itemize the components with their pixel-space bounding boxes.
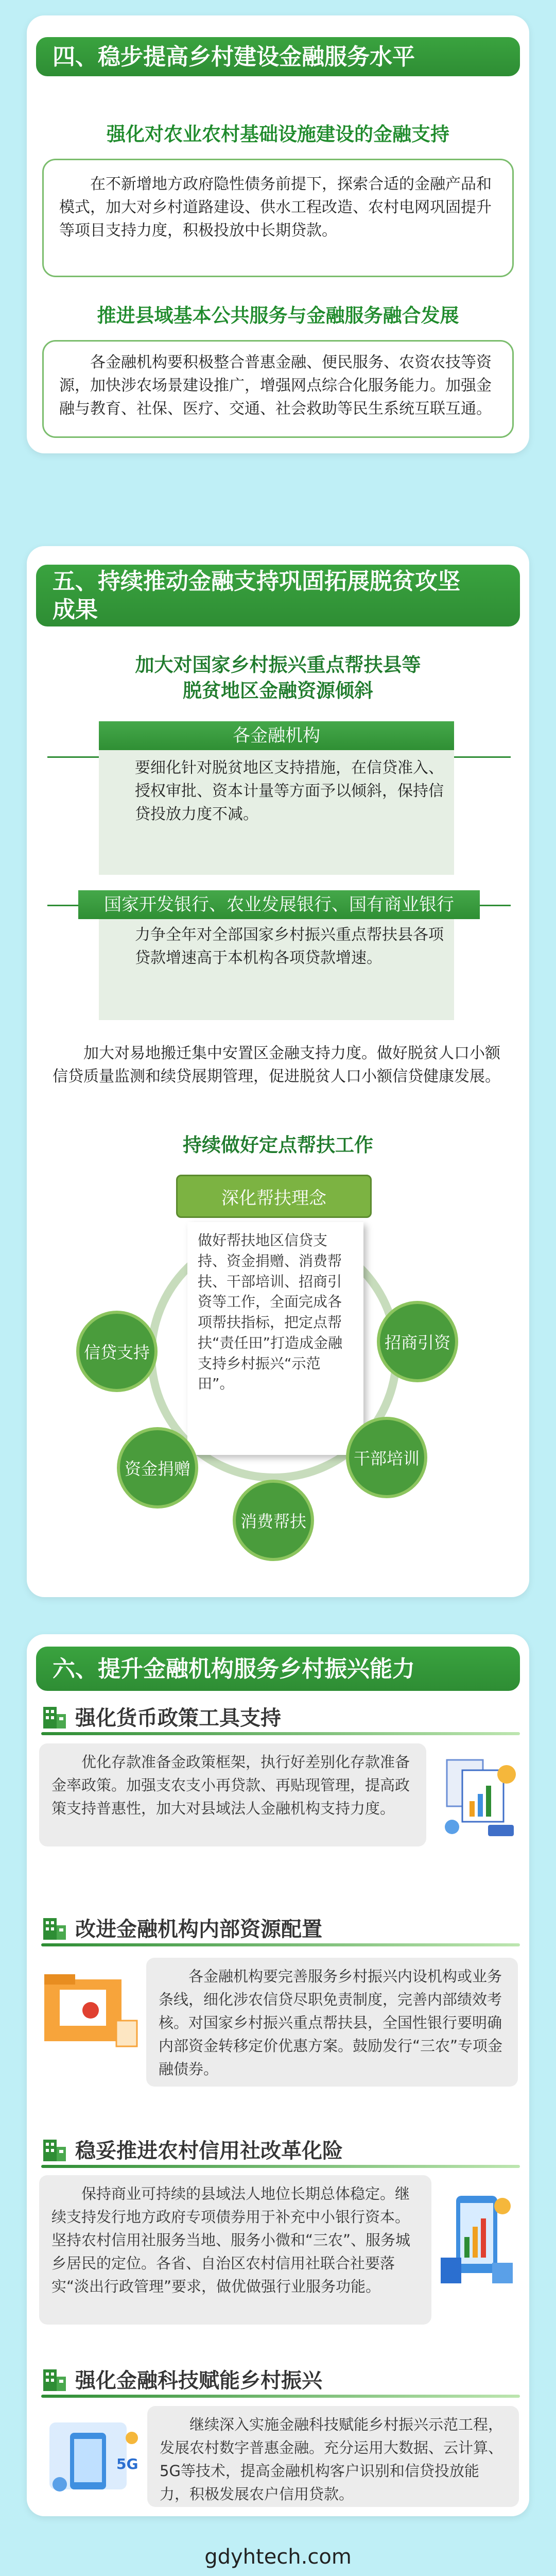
section6-heading-3-label: 稳妥推进农村信用社改革化险 [75,2139,343,2163]
section6-heading-2 [36,1906,520,1948]
section5-title-line2: 成果 [53,597,98,623]
block-2-left-line [47,905,78,906]
section6-heading-3 [36,2128,520,2170]
section6-heading-4-label: 强化金融科技赋能乡村振兴 [75,2368,322,2393]
section6-heading-3-underline [41,2165,520,2168]
cycle-center-text: 做好帮扶地区信贷支持、资金捐赠、消费帮扶、干部培训、招商引资等工作，全面完成各项帮扶指标，把定点帮扶“责任田”打造成金融支持乡村振兴“示范田”。 [198,1232,343,1393]
section6-text-4 [147,2406,519,2507]
section4-text-1 [42,159,514,277]
watermark: gdyhtech.com [204,2545,352,2569]
section5-title [36,565,520,626]
section4-subtitle-1: 强化对农业农村基础设施建设的金融支持 [107,123,449,145]
section4-text-2-content: 各金融机构要积极整合普惠金融、便民服务、农资农技等资源，加快涉农场景建设推广，增强网点综合化服务能力。加强金融与教育、社保、医疗、交通、社会救助等民生系统互联互通。 [59,353,492,418]
section6-heading-2-underline [41,1943,520,1946]
section6-text-4-content: 继续深入实施金融科技赋能乡村振兴示范工程，发展农村数字普惠金融。充分运用大数据、云计算、5G等技术，提高金融机构客户识别和信贷投放能力，积极发展农户信用贷款。 [160,2416,503,2503]
section6-text-3-content: 保持商业可持续的县域法人地位长期总体稳定。继续支持发行地方政府专项债券用于补充中小银行资本。坚持农村信用社服务当地、服务小微和“三农”、服务城乡居民的定位。各省、自治区农村信用社联合社要落实“淡出行政管理”要求，做优做强行业服务功能。 [51,2185,411,2295]
section6-heading-1-label: 强化货币政策工具支持 [75,1706,281,1730]
block-1-right-line [454,756,511,758]
cycle-item-consumption: 消费帮扶 [233,1480,314,1561]
section4-panel [27,15,529,453]
5g-illustration [39,2407,147,2505]
block-2-right-line [480,905,511,906]
5g-label: 5G [116,2455,138,2472]
section6-heading-1-underline [41,1732,520,1735]
section5-text-2: 力争全年对全部国家乡村振兴重点帮扶县各项贷款增速高于本机构各项贷款增速。 [135,926,444,967]
section6-panel [27,1634,529,2516]
folder-illustration [39,1969,142,2057]
cycle-item-credit: 信贷支持 [76,1311,158,1392]
cycle-item-training: 干部培训 [346,1417,427,1498]
section5-title-line1: 五、持续推动金融支持巩固拓展脱贫攻坚 [53,568,460,595]
cycle-item-investment: 招商引资 [377,1301,458,1382]
section6-heading-1 [36,1695,520,1737]
documents-chart-illustration [431,1750,524,1842]
section6-text-1 [39,1743,426,1846]
section5-panel [27,546,529,1597]
section6-title [36,1647,520,1691]
section6-heading-2-label: 改进金融机构内部资源配置 [75,1917,322,1941]
building-icon [41,2136,68,2162]
section5-subtitle-1-line1: 加大对国家乡村振兴重点帮扶县等 [135,654,421,676]
section4-text-2 [42,340,514,438]
section6-text-1-content: 优化存款准备金政策框架，执行好差别化存款准备金率政策。加强支农支小再贷款、再贴现管理，提高政策支持普惠性，加大对县域法人金融机构支持力度。 [51,1753,410,1817]
section6-text-2 [146,1958,518,2087]
tag-each-institution: 各金融机构 [99,721,454,750]
section4-text-1-content: 在不新增地方政府隐性债务前提下，探索合适的金融产品和模式，加大对乡村道路建设、供水工程改造、农村电网巩固提升等项目支持力度，积极投放中长期贷款。 [59,175,492,240]
tag-policy-banks: 国家开发银行、农业发展银行、国有商业银行 [78,890,480,919]
cycle-item-donation: 资金捐赠 [117,1427,198,1509]
section6-heading-4 [36,2358,520,2400]
cycle-title: 深化帮扶理念 [221,1188,326,1209]
cycle-center-card [187,1222,363,1455]
section5-subtitle-1 [27,652,529,704]
section5-text-1: 要细化针对脱贫地区支持措施，在信贷准入、授权审批、资本计量等方面予以倾斜，保持信贷投放力度不减。 [135,759,444,823]
section6-text-2-content: 各金融机构要完善服务乡村振兴内设机构或业务条线，细化涉农信贷尽职免责制度，完善内部绩效考核。对国家乡村振兴重点帮扶县，全国性银行要明确内部资金转移定价优惠方案。鼓励发行“三农”专项金融债券。 [159,1968,503,2078]
section4-subtitle-2: 推进县域基本公共服务与金融服务融合发展 [97,304,459,327]
cycle-title-box [176,1175,372,1218]
section5-text-3-content: 加大对易地搬迁集中安置区金融支持力度。做好脱贫人口小额信贷质量监测和续贷展期管理，促进脱贫人口小额信贷健康发展。 [53,1044,500,1086]
section5-subtitle-2: 持续做好定点帮扶工作 [183,1134,373,1156]
section5-subtitle-1-line2: 脱贫地区金融资源倾斜 [183,679,373,702]
section6-heading-4-underline [41,2395,520,2398]
section6-text-3 [39,2175,431,2325]
building-icon [41,1703,68,1730]
block-1-left-line [47,756,99,758]
section4-title-text: 四、稳步提高乡村建设金融服务水平 [53,43,415,70]
building-icon [41,1914,68,1941]
building-icon [41,2365,68,2392]
section6-title-text: 六、提升金融机构服务乡村振兴能力 [53,1655,415,1682]
mobile-finance-illustration [436,2185,523,2299]
section4-title [36,37,520,76]
section5-text-3 [53,1042,506,1088]
